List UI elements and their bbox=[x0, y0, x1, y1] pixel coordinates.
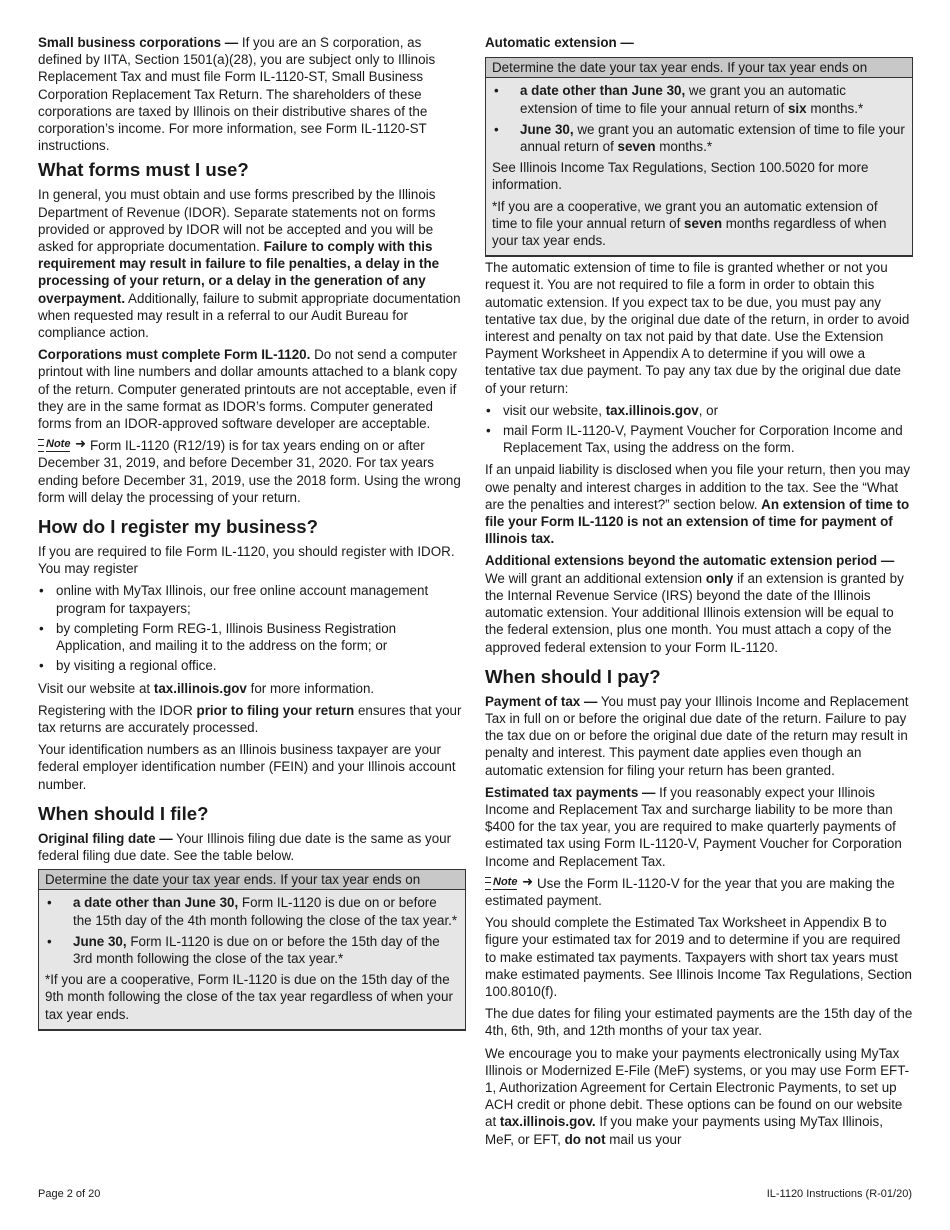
automatic-extension-paragraph: The automatic extension of time to file is granted whether or not you request it. You are not required to file a form in order to obtain this automatic extension. If you expect tax to be due, you must pay any tentative tax due, by the original due date of the return, in order to avoid interest and penalty on tax not paid by that date. Use the Extension Payment Worksheet in Appendix A to determine if you will owe a tentative tax due payment. To pay any tax due by the original due date of your return: bbox=[485, 260, 910, 396]
estimated-payments-paragraph: Estimated tax payments — If you reasonably expect your Illinois Income and Replacement Tax and surcharge liability to be more than $400 for the tax year, you are required to make quarterly payments of estimated tax using Form IL-1120-V, Payment Voucher for Corporation Income and Replacement Tax. bbox=[485, 784, 902, 869]
cooperative-extension-note: *If you are a cooperative, we grant you an automatic extension of time to file your annual return of seven months regardless of when your tax year ends. bbox=[492, 198, 887, 249]
due-dates-paragraph: The due dates for filing your estimated payments are the 15th day of the 4th, 6th, 9th, and 12th months of your tax year. bbox=[485, 1006, 913, 1039]
list-item: • June 30, we grant you an automatic extension of time to file your annual return of seven months.* bbox=[492, 121, 906, 155]
registering-paragraph: Registering with the IDOR prior to filing your return ensures that your tax returns are accurately processed. bbox=[38, 702, 462, 735]
register-intro: If you are required to file Form IL-1120, you should register with IDOR. You may register bbox=[38, 544, 455, 577]
file-heading: When should I file? bbox=[38, 802, 209, 824]
list-item: • online with MyTax Illinois, our free online account management program for taxpayers; bbox=[38, 582, 466, 616]
extension-table bbox=[485, 57, 913, 257]
filing-table-header: Determine the date your tax year ends. If your tax year ends on bbox=[39, 870, 465, 890]
list-item: • a date other than June 30, we grant you an automatic extension of time to file your annual return of six months.* bbox=[492, 82, 906, 116]
automatic-extension-heading: Automatic extension — bbox=[485, 35, 634, 50]
filing-date-table bbox=[38, 869, 466, 1031]
extension-table-header: Determine the date your tax year ends. If your tax year ends on bbox=[486, 58, 912, 78]
website-link[interactable]: tax.illinois.gov bbox=[153, 680, 247, 696]
register-options-list bbox=[38, 582, 466, 674]
forms-heading: What forms must I use? bbox=[38, 159, 249, 181]
original-filing-paragraph: Original filing date — Your Illinois filing due date is the same as your federal filing due date. See the table below. bbox=[38, 830, 452, 863]
list-item: • by visiting a regional office. bbox=[38, 657, 466, 674]
register-heading: How do I register my business? bbox=[38, 516, 319, 538]
list-item: • June 30, Form IL-1120 is due on or before the 15th day of the 3rd month following the close of the tax year.* bbox=[45, 933, 459, 967]
identification-paragraph: Your identification numbers as an Illinois business taxpayer are your federal employer identification number (FEIN) and your Illinois account number. bbox=[38, 742, 456, 792]
note-icon: Note ➜ bbox=[38, 439, 86, 452]
note-icon: Note ➜ bbox=[485, 877, 533, 890]
small-business-paragraph: Small business corporations — If you are an S corporation, as defined by IITA, Section 1501(a)(28), you are subject only to Illinois Replacement Tax and must file Form IL-1120-ST, Small Business Corporation Replacement Tax Return. The shareholders of these corporations are taxed by Illinois on their distributive shares of the corporation’s income. For more information, see Form IL-1120-ST instructions. bbox=[38, 35, 436, 154]
list-item: • a date other than June 30, Form IL-1120 is due on or before the 15th day of the 4th month following the close of the tax year.* bbox=[45, 894, 459, 928]
form-revision: IL-1120 Instructions (R-01/20) bbox=[766, 1188, 912, 1200]
additional-extensions-paragraph: Additional extensions beyond the automatic extension period — We will grant an additional extension only if an extension is granted by the Internal Revenue Service (IRS) beyond the date of the Illinois automatic extension. Your additional Illinois extension will be equal to the federal extension, plus one month. You must attach a copy of the approved federal extension to your Form IL-1120. bbox=[485, 553, 904, 655]
left-column bbox=[38, 34, 466, 1031]
visit-website-paragraph: Visit our website at tax.illinois.gov for more information. bbox=[38, 680, 375, 696]
website-link[interactable]: tax.illinois.gov bbox=[605, 402, 699, 418]
list-item: • visit our website, tax.illinois.gov, or bbox=[485, 402, 913, 419]
forms-paragraph: In general, you must obtain and use forms prescribed by the Illinois Department of Revenue (IDOR). Separate statements not on forms provided or approved by IDOR will not be accepted and you will be asked for appropriate documentation. Failure to comply with this requirement may result in failure to file penalties, a delay in the processing of your return, or a delay in the generation of any overpayment. Additionally, failure to submit appropriate documentation when requested may result in a referral to our Audit Bureau for compliance action. bbox=[38, 187, 461, 341]
pay-heading: When should I pay? bbox=[485, 665, 661, 687]
unpaid-liability-paragraph: If an unpaid liability is disclosed when you file your return, then you may owe penalty and interest charges in addition to the tax. See the “What are the penalties and interest?” section below. An extension of time to file your Form IL-1120 is not an extension of time for payment of Illinois tax. bbox=[485, 462, 911, 547]
list-item: • mail Form IL-1120-V, Payment Voucher for Corporation Income and Replacement Tax, using the address on the form. bbox=[485, 422, 913, 456]
corporations-paragraph: Corporations must complete Form IL-1120. Do not send a computer printout with line numbers and dollar amounts attached to a blank copy of the return. Computer generated printouts are not acceptable, even if they are in the same format as IDOR’s forms. Computer generated forms from an IDOR-approved software developer are acceptable. bbox=[38, 347, 458, 432]
form-version-note: Note ➜ Form IL-1120 (R12/19) is for tax years ending on or after December 31, 2019, and before December 31, 2020. For tax years ending before December 31, 2019, use the 2018 form. Using the wrong form will delay the processing of your return. bbox=[38, 436, 461, 505]
regulations-reference: See Illinois Income Tax Regulations, Section 100.5020 for more information. bbox=[492, 160, 869, 193]
cooperative-footnote: *If you are a cooperative, Form IL-1120 is due on the 15th day of the 9th month following the close of the tax year regardless of when your tax year ends. bbox=[45, 972, 453, 1022]
website-link[interactable]: tax.illinois.gov. bbox=[499, 1114, 596, 1130]
electronic-payments-paragraph: We encourage you to make your payments electronically using MyTax Illinois or Modernized E-File (MeF) systems, or you may use Form EFT-1, Authorization Agreement for Certain Electronic Payments, to set up ACH credit or phone debit. These options can be found on our website at tax.illinois.gov. If you make your payments using MyTax Illinois, MeF, or EFT, do not mail us your bbox=[485, 1045, 910, 1147]
voucher-note: Note ➜ Use the Form IL-1120-V for the year that you are making the estimated payment. bbox=[485, 873, 895, 908]
payment-of-tax-paragraph: Payment of tax — You must pay your Illinois Income and Replacement Tax in full on or before the original due date of the return. Failure to pay the tax due on or before the original due date of the return may result in penalty and interest. This payment date applies even though an automatic extension for filing your return has been granted. bbox=[485, 693, 909, 778]
payment-methods-list bbox=[485, 402, 913, 457]
worksheet-paragraph: You should complete the Estimated Tax Worksheet in Appendix B to figure your estimated tax for 2019 and to determine if you are required to make estimated tax payments. Taxpayers with short tax years must make estimated payments. See Illinois Income Tax Regulations, Section 100.8010(f). bbox=[485, 915, 912, 999]
list-item: • by completing Form REG-1, Illinois Business Registration Application, and mailing it to the address on the form; or bbox=[38, 620, 466, 654]
small-business-lead: Small business corporations — bbox=[38, 35, 239, 50]
page-number: Page 2 of 20 bbox=[38, 1188, 101, 1200]
right-column bbox=[485, 34, 913, 1153]
